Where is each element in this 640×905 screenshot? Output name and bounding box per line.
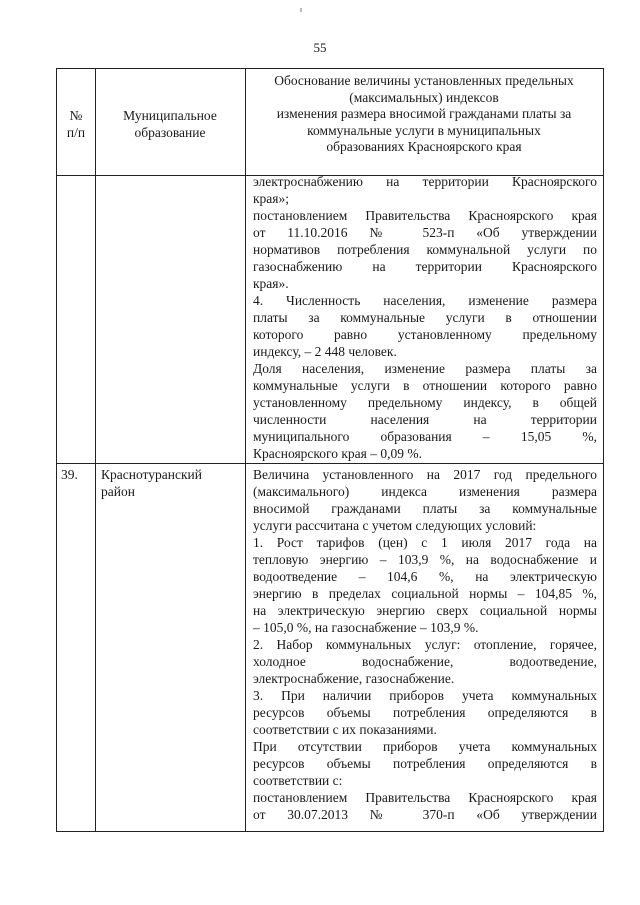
header-justification-line: (максимальных) индексов [349,89,499,105]
text-line: постановлением Правительства Красноярского края [253,208,597,223]
row-municipality-line: Краснотуранский [101,467,202,482]
header-number-line: п/п [66,125,86,140]
text-line: нормативов потребления коммунальной услуги по [253,242,597,257]
continuation-text [253,173,597,462]
text-line: коммунальные услуги в отношении которого равно [253,378,597,393]
text-line: которого равно установленному предельному [253,327,597,342]
text-line: от 11.10.2016 № 523-п «Об утверждении [253,225,597,240]
text-line: 1. Рост тарифов (цен) с 1 июля 2017 года на [253,535,597,550]
text-line: на электрическую энергию сверх социальной нормы [253,603,597,618]
row-municipality-line: район [101,484,135,499]
text-line: тепловую энергию – 103,9 %, на водоснабжение и [253,552,597,567]
text-line: ресурсов объемы потребления определяются в [253,705,597,720]
header-justification-line: коммунальные услуги в муниципальных [307,122,541,138]
text-line: При отсутствии приборов учета коммунальных [253,739,597,754]
text-line: водоотведение – 104,6 %, на электрическую [253,569,597,584]
text-line: Доля населения, изменение размера платы за [253,361,597,376]
text-line: – 105,0 %, на газоснабжение – 103,9 %. [253,620,479,635]
text-line: (максимального) индекса изменения размера [253,484,597,499]
justification-table [56,68,604,832]
text-line: электроснабжение, газоснабжение. [253,671,455,686]
row-justification-text [253,466,597,823]
text-line: от 30.07.2013 № 370-п «Об утверждении [253,807,597,822]
text-line: муниципального образования – 15,05 %, [253,429,597,444]
column-divider-2 [245,69,246,831]
text-line: Красноярского края – 0,09 %. [253,446,422,461]
text-line: газоснабжению на территории Красноярского [253,259,597,274]
text-line: соответствии с их показаниями. [253,722,437,737]
row-divider [57,463,603,464]
text-line: энергию в пределах социальной нормы – 104,85 %, [253,586,597,601]
text-line: соответствии с: [253,773,343,788]
text-line: ресурсов объемы потребления определяются в [253,756,597,771]
header-number-line: № [69,108,83,123]
header-municipality-line: Муниципальное [123,108,217,123]
text-line: индексу, – 2 448 человек. [253,344,397,359]
row-number: 39. [61,467,78,482]
text-line: 4. Численность населения, изменение размера [253,293,597,308]
header-justification-line: образованиях Красноярского края [326,139,522,154]
header-municipality-line: образование [134,125,206,140]
row-municipality [101,466,241,500]
text-line: вносимой гражданами платы за коммунальные [253,501,597,516]
text-line: численности населения на территории [253,412,597,427]
header-justification-line: изменения размера вносимой гражданами платы за [276,106,572,121]
text-line: 3. При наличии приборов учета коммунальных [253,688,597,703]
column-divider-1 [95,69,96,831]
text-line: края». [253,276,289,291]
text-line: края»; [253,191,290,206]
text-line: холодное водоснабжение, водоотведение, [253,654,597,669]
text-line: Величина установленного на 2017 год предельного [253,467,597,482]
header-justification-line: Обоснование величины установленных предельных [274,73,574,88]
text-line: постановлением Правительства Красноярского края [253,790,597,805]
text-line: услуги рассчитана с учетом следующих условий: [253,518,537,533]
header-number-cell [57,107,95,141]
text-line: электроснабжению на территории Красноярского [253,174,597,189]
page-number: 55 [313,40,327,55]
header-justification-cell [247,73,601,156]
scan-artifact [300,8,302,12]
text-line: платы за коммунальные услуги в отношении [253,310,597,325]
header-municipality-cell [97,107,243,141]
text-line: установленному предельному индексу, в общей [253,395,597,410]
text-line: 2. Набор коммунальных услуг: отопление, горячее, [253,637,597,652]
